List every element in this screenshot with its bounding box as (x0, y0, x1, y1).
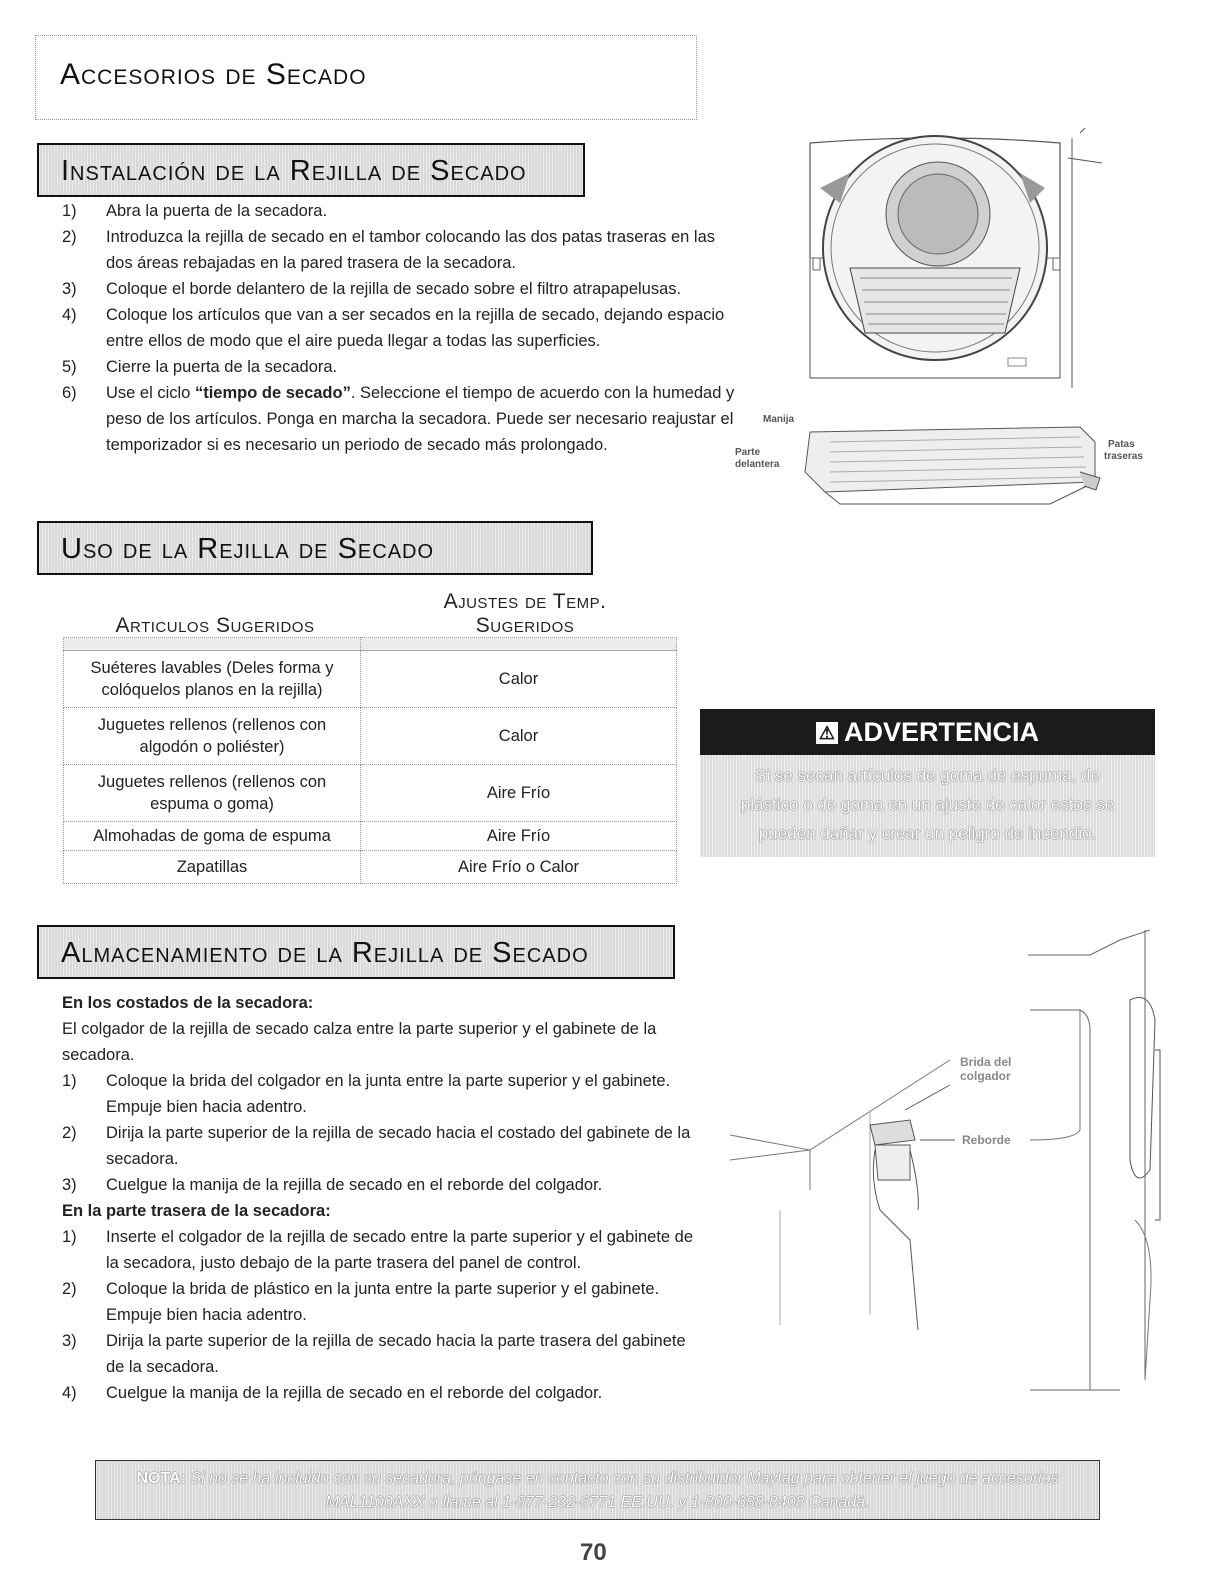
label-delantera: delantera (735, 459, 780, 470)
subheading-sides: En los costados de la secadora: (62, 994, 314, 1012)
list-item: 1) Coloque la brida del colgador en la junta entre la parte superior y el gabinete. Empuje bien hacia adentro. (62, 1072, 671, 1116)
note-box (95, 1460, 1100, 1520)
warning-heading: ⚠ ADVERTENCIA (700, 709, 1155, 755)
list-item: 6) Use el ciclo “tiempo de secado”. Seleccione el tiempo de acuerdo con la humedad y peso de los artículos. Ponga en marcha la secadora. Puede ser necesario reajustar el temporizador si es necesario un periodo de secado más prolongado. (62, 384, 735, 454)
list-item: 3) Coloque el borde delantero de la rejilla de secado sobre el filtro atrapapelusas. (62, 280, 682, 298)
storage-text (48, 990, 708, 1406)
label-parte: Parte (735, 447, 761, 458)
section-heading-installation: Instalación de la Rejilla de Secado (37, 143, 585, 197)
list-item: 4) Coloque los artículos que van a ser secados en la rejilla de secado, dejando espacio entre ellos de modo que el aire pueda llegar a todas las superficies. (62, 306, 725, 350)
section-heading-usage: Uso de la Rejilla de Secado (37, 521, 593, 575)
list-item: 3) Dirija la parte superior de la rejilla de secado hacia la parte trasera del gabinete de la secadora. (62, 1332, 686, 1376)
section-heading-storage: Almacenamiento de la Rejilla de Secado (37, 925, 675, 979)
list-item: 5) Cierre la puerta de la secadora. (62, 358, 338, 376)
note-label: NOTA: (136, 1470, 186, 1487)
label-manija: Manija (763, 414, 795, 425)
label-colgador: colgador (960, 1069, 1011, 1083)
label-traseras: traseras (1104, 451, 1143, 462)
table-row: Almohadas de goma de espuma Aire Frío (64, 822, 677, 851)
list-item: 4) Cuelgue la manija de la rejilla de secado en el reborde del colgador. (62, 1384, 603, 1402)
warning-icon: ⚠ (816, 722, 838, 744)
list-item: 2) Dirija la parte superior de la rejilla de secado hacia el costado del gabinete de la secadora. (62, 1124, 691, 1168)
table-row: Juguetes rellenos (rellenos con algodón o poliéster) Calor (64, 708, 677, 765)
hanger-side-illustration (720, 1040, 1020, 1330)
list-item: 2) Introduzca la rejilla de secado en el tambor colocando las dos patas traseras en las dos áreas rebajadas en la pared trasera de la secadora. (62, 228, 716, 272)
list-item: 3) Cuelgue la manija de la rejilla de secado en el reborde del colgador. (62, 1176, 603, 1194)
drying-rack-illustration (800, 412, 1110, 512)
list-item: 2) Coloque la brida de plástico en la junta entre la parte superior y el gabinete. Empuje bien hacia adentro. (62, 1280, 660, 1324)
label-patas: Patas (1108, 439, 1135, 450)
list-item: 1) Abra la puerta de la secadora. (62, 202, 328, 220)
label-brida: Brida del (960, 1055, 1012, 1069)
label-reborde: Reborde (962, 1133, 1011, 1147)
col-head-items: Articulos Sugeridos (115, 614, 315, 637)
table-row: Juguetes rellenos (rellenos con espuma o goma) Aire Frío (64, 765, 677, 822)
dryer-drum-illustration (790, 128, 1110, 393)
warning-text: Si se secan artículos de goma de espuma, de plástico o de goma en un ajuste de calor estos se pueden dañar y crear un peligro de incendio. (700, 755, 1155, 857)
storage-intro: El colgador de la rejilla de secado calza entre la parte superior y el gabinete de la secadora. (62, 1020, 657, 1064)
note-text: Si no se ha incluido con su secadora, póngase en contacto con su distribuidor Maytag para obtener el juego de accesorios MAL1100AXX o llame al 1-877-232-6771 EE.UU. y 1-800-688-8408 Canadá. (185, 1470, 1059, 1511)
suggestions-table (63, 637, 677, 884)
table-row: Suéteres lavables (Deles forma y colóquelos planos en la rejilla) Calor (64, 651, 677, 708)
subheading-rear: En la parte trasera de la secadora: (62, 1202, 331, 1220)
page-number: 70 (580, 1539, 607, 1566)
page-title: Accesorios de Secado (60, 58, 367, 91)
col-head-temp-line2: Sugeridos (475, 614, 575, 637)
hanger-rear-illustration (1020, 920, 1165, 1400)
list-item: 1) Inserte el colgador de la rejilla de secado entre la parte superior y el gabinete de la secadora, justo debajo de la parte trasera del panel de control. (62, 1228, 694, 1272)
col-head-temp-line1: Ajustes de Temp. (443, 590, 607, 613)
installation-steps (48, 198, 738, 458)
table-row: Zapatillas Aire Frío o Calor (64, 851, 677, 884)
